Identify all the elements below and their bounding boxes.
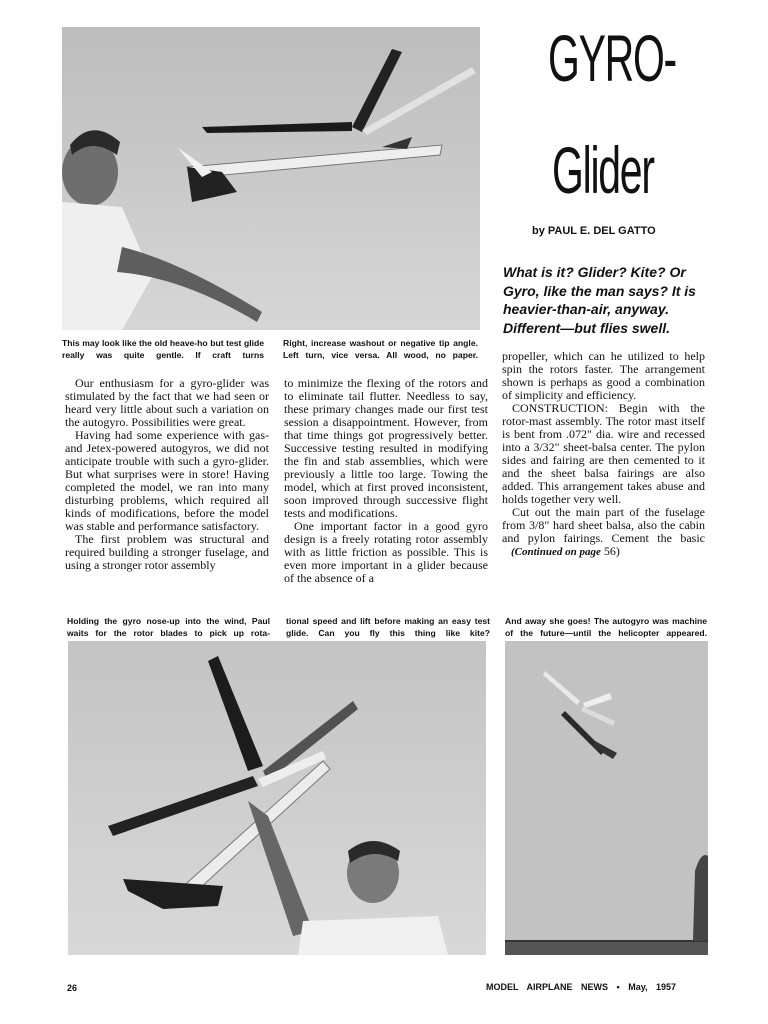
continued-note: (Continued on page — [511, 546, 601, 558]
paragraph: propeller, which can he utilized to help spin the rotors faster. The arrangement shown is perhaps as good a combination of simplicity and efficiency. — [502, 349, 705, 402]
photo-holding-gyro — [68, 641, 486, 955]
article-deck: What is it? Glider? Kite? Or Gyro, like the man says? It is heavier-than-air, anyway. Different—but flies swell. — [503, 264, 696, 336]
paragraph — [502, 506, 705, 559]
caption-bottom-left: Holding the gyro nose-up into the wind, Paul waits for the rotor blades to pick up rota- — [67, 616, 270, 638]
paragraph: to minimize the flexing of the rotors and to eliminate tail flutter. Needless to say, these primary changes made our first test session a disappointment. However, from that time things got progressively better. Successive testing resulted in modifying the fin and stab assemblies, which were previously a little too large. Towing the model, which at first proved inconsistent, soon improved through successive flight tests and modifications. — [284, 376, 488, 520]
caption-bottom-middle: tional speed and lift before making an easy test glide. Can you fly this thing like kite? — [286, 616, 490, 638]
paragraph: The first problem was structural and required building a stronger fuselage, and using a stronger rotor assembly — [65, 532, 269, 572]
continued-page: 56) — [603, 544, 620, 558]
article-title-line1: GYRO- — [548, 21, 676, 95]
paragraph: CONSTRUCTION: Begin with the rotor-mast assembly. The rotor mast itself is bent from .072" dia. wire and recessed into a 3/32" sheet-balsa center. The pylon sides and fairing are then cemented to it and the sheet balsa fairings are also added. This arrangement takes abuse and holds together very well. — [502, 401, 705, 506]
footer-separator: • — [616, 982, 620, 992]
paragraph: One important factor in a good gyro design is a freely rotating rotor assembly with as little friction as possible. This is even more important in a glider because of the absence of a — [284, 519, 488, 585]
body-column-2 — [284, 377, 488, 585]
byline: by PAUL E. DEL GATTO — [532, 225, 656, 237]
caption-bottom-right: And away she goes! The autogyro was machine of the future—until the helicopter appeared. — [505, 616, 707, 638]
caption-top-left: This may look like the old heave-ho but test glide really was quite gentle. If craft turns — [62, 338, 264, 360]
paragraph: Having had some experience with gas- and Jetex-powered autogyros, we did not anticipate trouble with such a gyro-glider. But what surprises were in store! Having completed the model, we ran into many disturbing problems, which required all kinds of modifications, before the model was stable and performance satisfactory. — [65, 428, 269, 533]
caption-top-middle: Right, increase washout or negative tip angle. Left turn, vice versa. All wood, no paper. — [283, 338, 478, 360]
photo-top-launch — [62, 27, 480, 330]
page-number: 26 — [67, 983, 78, 993]
body-column-1 — [65, 377, 269, 572]
footer-magazine — [486, 982, 706, 992]
body-column-3 — [502, 350, 705, 559]
article-title-line2: Glider — [552, 133, 654, 207]
paragraph-text: Cut out the main part of the fuselage from 3/8" hard sheet balsa, also the cabin and pylon fairings. Cement the basic — [502, 505, 705, 545]
issue-date: May, 1957 — [628, 982, 677, 992]
photo-in-flight — [505, 641, 708, 955]
paragraph: Our enthusiasm for a gyro-glider was stimulated by the fact that we had seen or heard very little about such a variation on the autogyro. Possibilities were great. — [65, 376, 269, 429]
magazine-name: MODEL AIRPLANE NEWS — [486, 982, 609, 992]
